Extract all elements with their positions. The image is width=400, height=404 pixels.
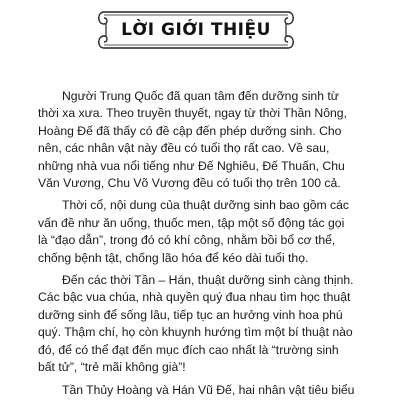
paragraph-3: Đến các thời Tần – Hán, thuật dưỡng sinh càng thịnh. Các bậc vua chúa, nhà quyền quý đua nhau tìm học thuật dưỡng sinh để sống lâu, tiếp tục an hưởng vinh hoa phú quý. Thậm chí, họ còn khuynh hướng tìm một bí thuật nào đó, để có thể đạt đến mục đích cao nhất là “trường sinh bất tử”, “trẻ mãi không già”! (38, 273, 354, 375)
paragraph-2: Thời cổ, nội dung của thuật dưỡng sinh bao gồm các vấn đề như ăn uống, thuốc men, tập một số động tác gọi là “đạo dẫn”, trong đó có khí công, nhằm bồi bổ cơ thể, chống bệnh tật, chống lão hóa để kéo dài tuổi thọ. (38, 198, 350, 265)
paragraph-4: Tần Thủy Hoàng và Hán Vũ Đế, hai nhân vật tiêu biểu (62, 382, 355, 397)
page-title: LỜI GIỚI THIỆU (121, 20, 271, 40)
title-banner (96, 8, 296, 52)
paragraph-1: Người Trung Quốc đã quan tâm đến dưỡng sinh từ thời xa xưa. Theo truyền thuyết, ngay từ thời Thần Nông, Hoàng Đế đã thấy có đề cập đến phép dưỡng sinh. Cho nên, các nhân vật này đều có tuổi thọ rất cao. Về sau, những nhà vua nổi tiếng như Đế Nghiêu, Đế Thuấn, Chu Văn Vương, Chu Võ Vương đều có tuổi thọ trên 100 cả. (38, 89, 347, 191)
body-text (38, 88, 356, 404)
